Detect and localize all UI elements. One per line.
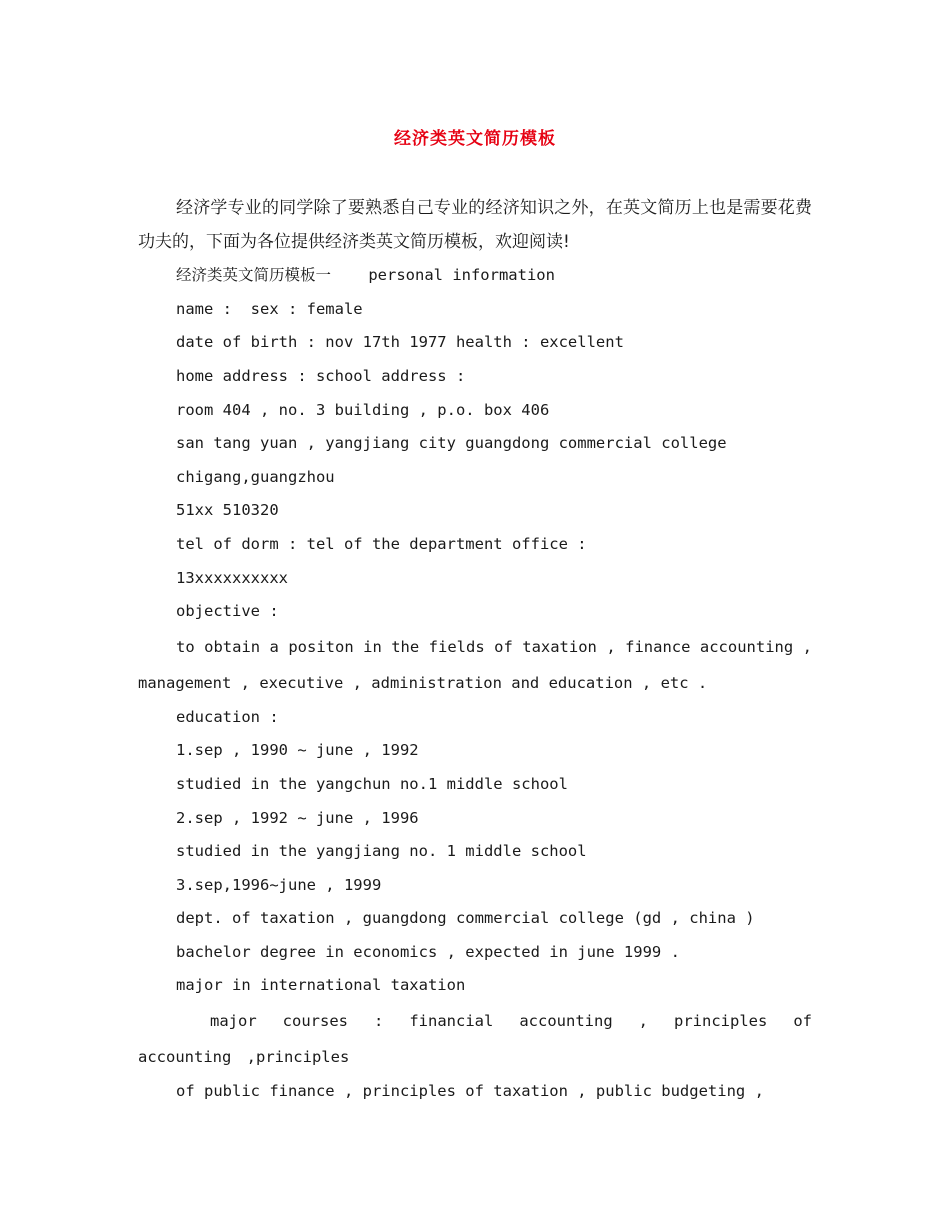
education-line: bachelor degree in economics , expected in june 1999 . — [176, 942, 680, 961]
resume-line: chigang,guangzhou — [176, 467, 335, 486]
education-line: 1.sep , 1990 ~ june , 1992 — [176, 741, 419, 760]
resume-line: tel of dorm : tel of the department office : — [176, 534, 587, 553]
resume-line: name : sex : female — [176, 299, 363, 318]
courses-continuation: of public finance , principles of taxation , public budgeting , — [176, 1082, 764, 1101]
document-body — [138, 192, 812, 1109]
education-line: dept. of taxation , guangdong commercial college (gd , china ) — [176, 909, 755, 928]
resume-line: 经济类英文简历模板一 personal information — [176, 266, 555, 285]
resume-line: home address : school address : — [176, 366, 466, 385]
resume-line: date of birth : nov 17th 1977 health : excellent — [176, 333, 624, 352]
courses-paragraph: major courses : financial accounting , principles of accounting ,principles — [138, 1012, 812, 1067]
document-title: 经济类英文简历模板 — [394, 129, 556, 149]
resume-line: 51xx 510320 — [176, 501, 279, 520]
education-line: 3.sep,1996~june , 1999 — [176, 875, 382, 894]
education-line: education : — [176, 707, 279, 726]
resume-line: san tang yuan , yangjiang city guangdong commercial college — [176, 434, 727, 453]
objective-paragraph: to obtain a positon in the fields of taxation , finance accounting , management , executive , administration and education , etc . — [138, 637, 812, 692]
education-line: major in international taxation — [176, 976, 466, 995]
intro-paragraph: 经济学专业的同学除了要熟悉自己专业的经济知识之外，在英文简历上也是需要花费功夫的，下面为各位提供经济类英文简历模板，欢迎阅读! — [138, 198, 812, 252]
resume-line: room 404 , no. 3 building , p.o. box 406 — [176, 400, 550, 419]
education-line: studied in the yangchun no.1 middle school — [176, 774, 568, 793]
education-line: studied in the yangjiang no. 1 middle school — [176, 842, 587, 861]
resume-line: 13xxxxxxxxxx — [176, 568, 288, 587]
education-line: 2.sep , 1992 ~ june , 1996 — [176, 808, 419, 827]
resume-line: objective : — [176, 602, 279, 621]
